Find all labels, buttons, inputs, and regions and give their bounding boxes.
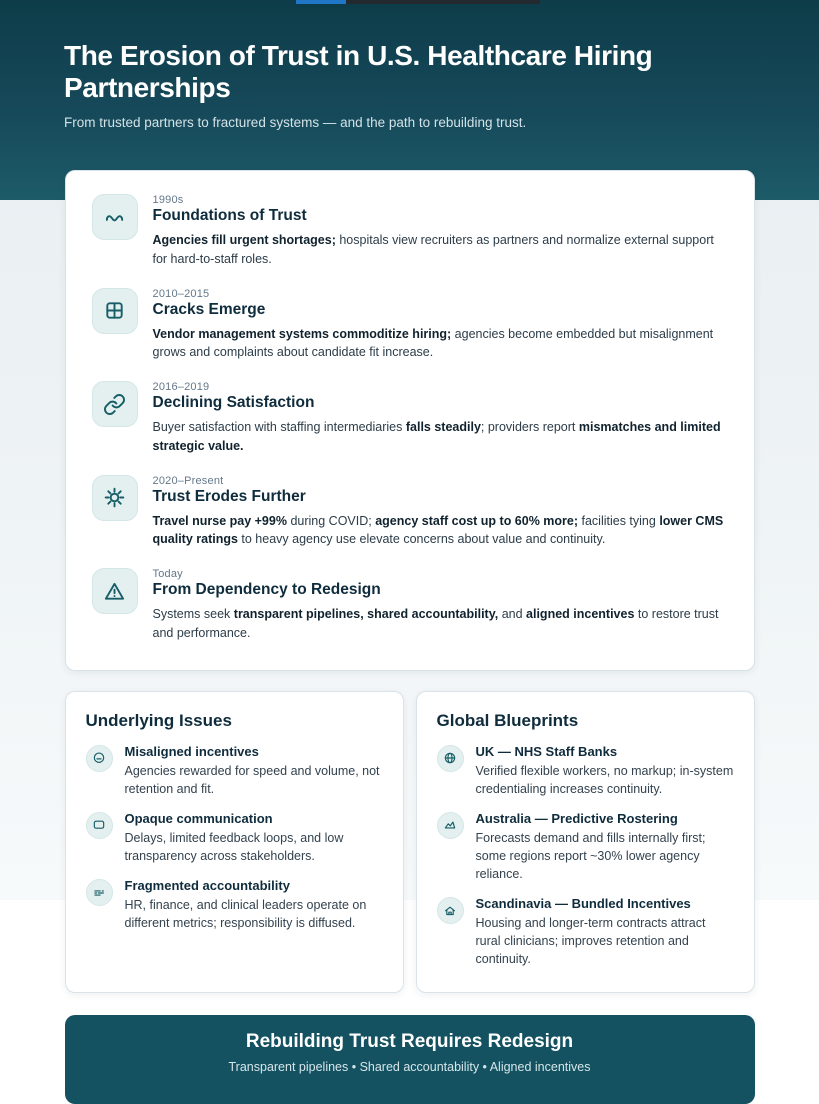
blueprint-item-uk <box>437 744 734 798</box>
timeline-title: Foundations of Trust <box>152 207 307 224</box>
underlying-issues-card <box>65 691 404 993</box>
rebuilding-trust-banner <box>65 1015 755 1104</box>
banner-subtitle: Transparent pipelines • Shared accountability • Aligned incentives <box>228 1059 591 1074</box>
issue-title: Misaligned incentives <box>124 743 259 759</box>
timeline-item-today <box>92 568 728 643</box>
issue-desc: HR, finance, and clinical leaders operate on different metrics; responsibility is diffused. <box>124 898 367 931</box>
home-icon <box>437 897 464 924</box>
blueprint-item-australia <box>437 811 734 883</box>
timeline-item-2020-present <box>92 475 728 550</box>
issue-title: Opaque communication <box>124 810 273 826</box>
blueprint-item-scandinavia <box>437 896 734 968</box>
blueprint-title: Scandinavia — Bundled Incentives <box>475 896 691 912</box>
blueprint-desc: Forecasts demand and fills internally first; some regions report ~30% lower agency reliance. <box>475 830 706 881</box>
timeline-desc: Systems seek transparent pipelines, shared accountability, and aligned incentives to restore trust and performance. <box>152 607 719 640</box>
issue-item-opaque-communication <box>86 811 383 865</box>
timeline-desc: Vendor management systems commoditize hiring; agencies become embedded but misalignment grows and complaints about candidate fit increase. <box>152 326 714 360</box>
virus-icon <box>92 475 138 521</box>
issue-desc: Agencies rewarded for speed and volume, not retention and fit. <box>124 763 380 796</box>
blueprint-desc: Verified flexible workers, no markup; in-system credentialing increases continuity. <box>475 763 734 796</box>
timeline-era: 2016–2019 <box>152 381 210 393</box>
issue-title: Fragmented accountability <box>124 878 290 893</box>
grid-icon <box>92 288 138 334</box>
timeline-item-2010-2015 <box>92 288 728 363</box>
message-icon <box>86 812 113 839</box>
timeline-title: From Dependency to Redesign <box>152 581 381 598</box>
global-blueprints-card <box>416 691 755 993</box>
chart-icon <box>437 812 464 839</box>
issues-card-title: Underlying Issues <box>85 710 232 730</box>
timeline-title: Declining Satisfaction <box>152 394 315 411</box>
blueprint-title: UK — NHS Staff Banks <box>475 743 618 759</box>
blueprint-title: Australia — Predictive Rostering <box>475 810 678 826</box>
timeline-era: 2010–2015 <box>152 287 210 300</box>
timeline-card <box>65 170 755 671</box>
page-title: The Erosion of Trust in U.S. Healthcare Hiring Partnerships <box>64 40 653 104</box>
blueprint-desc: Housing and longer-term contracts attract rural clinicians; improves retention and continuity. <box>475 916 706 967</box>
timeline-desc: Agencies fill urgent shortages; hospitals view recruiters as partners and normalize external support for hard-to-staff roles. <box>152 233 714 266</box>
loading-bar-blue <box>296 0 346 4</box>
timeline-desc: Buyer satisfaction with staffing intermediaries falls steadily; providers report mismatches and limited strategic value. <box>152 420 721 453</box>
blueprints-card-title: Global Blueprints <box>436 710 579 730</box>
timeline-title: Cracks Emerge <box>152 300 266 318</box>
fragments-icon <box>86 879 113 906</box>
timeline-item-2016-2019 <box>92 381 728 456</box>
timeline-era: 2020–Present <box>152 474 224 487</box>
issue-item-fragmented-accountability <box>86 878 383 932</box>
page-subtitle: From trusted partners to fractured systems — and the path to rebuilding trust. <box>64 115 527 131</box>
loading-bar-dark <box>346 0 540 4</box>
issue-item-misaligned-incentives <box>86 744 383 798</box>
broken-link-icon <box>92 381 138 427</box>
timeline-item-1990s <box>92 194 728 269</box>
handshake-icon <box>92 194 138 240</box>
globe-icon <box>437 745 464 772</box>
timeline-era: 1990s <box>152 194 184 206</box>
timeline-desc: Travel nurse pay +99% during COVID; agency staff cost up to 60% more; facilities tying lower CMS quality ratings to heavy agency use elevate concerns about value and continuity. <box>152 513 724 547</box>
timeline-title: Trust Erodes Further <box>152 487 306 505</box>
timeline-era: Today <box>152 568 183 580</box>
banner-title: Rebuilding Trust Requires Redesign <box>245 1030 574 1052</box>
warning-icon <box>92 568 138 614</box>
issue-desc: Delays, limited feedback loops, and low transparency across stakeholders. <box>124 830 344 863</box>
minus-circle-icon <box>86 745 113 772</box>
